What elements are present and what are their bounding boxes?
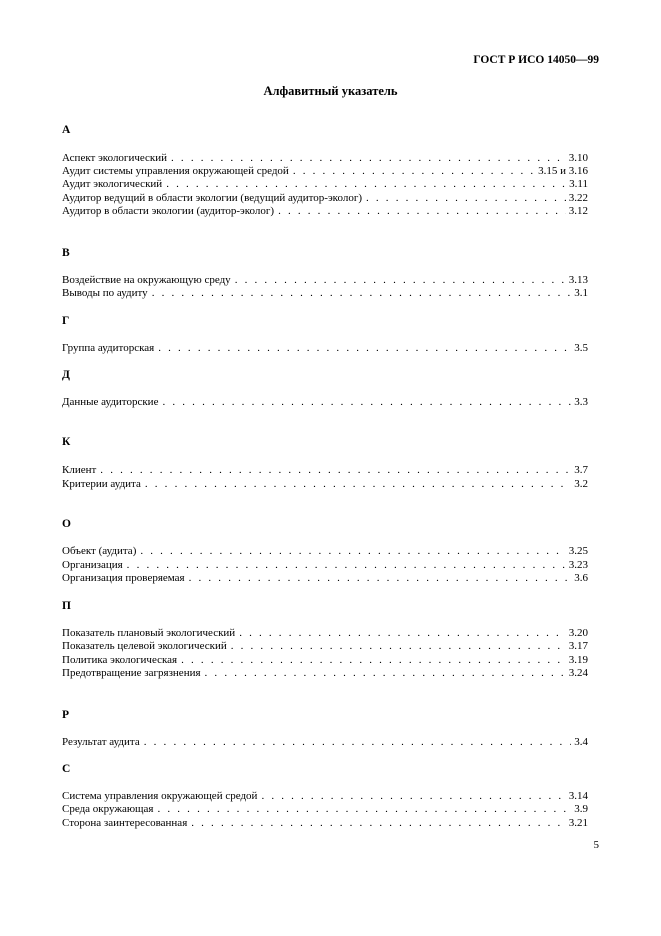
index-entry (62, 654, 588, 667)
leader-dots (145, 478, 571, 491)
entry-term: Политика экологическая (62, 654, 178, 666)
section-letter: С (62, 763, 71, 775)
entry-ref: 3.5 (574, 342, 588, 354)
index-entry (62, 478, 588, 491)
entry-ref: 3.4 (574, 736, 588, 748)
document-header: ГОСТ Р ИСО 14050—99 (473, 54, 599, 66)
entry-term: Группа аудиторская (62, 342, 155, 354)
entry-ref: 3.11 (569, 178, 588, 190)
entry-term: Предотвращение загрязнения (62, 667, 201, 679)
leader-dots (231, 640, 566, 653)
entry-ref: 3.13 (568, 274, 588, 286)
leader-dots (140, 545, 565, 558)
leader-dots (144, 736, 572, 749)
index-entry (62, 559, 588, 572)
leader-dots (261, 790, 565, 803)
page-title: Алфавитный указатель (263, 84, 398, 98)
index-entry (62, 165, 588, 178)
entry-term: Аудит системы управления окружающей средой (62, 165, 289, 177)
leader-dots (158, 342, 571, 355)
leader-dots (152, 287, 572, 300)
entry-term: Аудит экологический (62, 178, 163, 190)
entry-term: Данные аудиторские (62, 396, 159, 408)
entry-term: Воздействие на окружающую среду (62, 274, 231, 286)
leader-dots (278, 205, 566, 218)
entry-term: Объект (аудита) (62, 545, 137, 557)
index-entry (62, 736, 588, 749)
index-entry (62, 192, 588, 205)
entry-ref: 3.25 (568, 545, 588, 557)
index-entry (62, 287, 588, 300)
leader-dots (189, 572, 572, 585)
index-entry (62, 342, 588, 355)
entry-term: Организация проверяемая (62, 572, 185, 584)
leader-dots (293, 165, 535, 178)
page-number: 5 (593, 839, 599, 851)
index-entry (62, 545, 588, 558)
leader-dots (127, 559, 566, 572)
index-entry (62, 572, 588, 585)
entry-term: Система управления окружающей средой (62, 790, 258, 802)
leader-dots (191, 817, 566, 830)
section-letter: А (62, 124, 71, 136)
entry-term: Показатель плановый экологический (62, 627, 236, 639)
entry-ref: 3.7 (574, 464, 588, 476)
leader-dots (166, 178, 566, 191)
entry-term: Клиент (62, 464, 97, 476)
entry-ref: 3.19 (568, 654, 588, 666)
entry-ref: 3.21 (568, 817, 588, 829)
entry-ref: 3.15 и 3.16 (538, 165, 588, 177)
entry-ref: 3.24 (568, 667, 588, 679)
index-entry (62, 396, 588, 409)
section-letter: Д (62, 369, 70, 381)
entry-ref: 3.6 (574, 572, 588, 584)
entry-term: Аспект экологический (62, 152, 168, 164)
leader-dots (157, 803, 571, 816)
leader-dots (235, 274, 566, 287)
leader-dots (162, 396, 571, 409)
index-entry (62, 640, 588, 653)
entry-term: Критерии аудита (62, 478, 141, 490)
entry-ref: 3.22 (568, 192, 588, 204)
entry-ref: 3.10 (568, 152, 588, 164)
leader-dots (366, 192, 566, 205)
leader-dots (205, 667, 566, 680)
section-letter: К (62, 436, 71, 448)
entry-ref: 3.17 (568, 640, 588, 652)
index-entry (62, 152, 588, 165)
entry-term: Результат аудита (62, 736, 140, 748)
leader-dots (239, 627, 566, 640)
leader-dots (171, 152, 566, 165)
index-entry (62, 178, 588, 191)
index-entry (62, 274, 588, 287)
index-entry (62, 790, 588, 803)
leader-dots (181, 654, 566, 667)
entry-ref: 3.14 (568, 790, 588, 802)
section-letter: П (62, 600, 71, 612)
entry-term: Аудитор ведущий в области экологии (ведущий аудитор-эколог) (62, 192, 362, 204)
section-letter: Р (62, 709, 70, 721)
section-letter: Г (62, 315, 70, 327)
entry-ref: 3.3 (574, 396, 588, 408)
index-entry (62, 464, 588, 477)
index-entry (62, 817, 588, 830)
entry-term: Организация (62, 559, 123, 571)
entry-ref: 3.20 (568, 627, 588, 639)
index-entry (62, 803, 588, 816)
entry-term: Выводы по аудиту (62, 287, 148, 299)
entry-term: Среда окружающая (62, 803, 154, 815)
index-entry (62, 627, 588, 640)
entry-ref: 3.23 (568, 559, 588, 571)
index-entry (62, 205, 588, 218)
entry-ref: 3.2 (574, 478, 588, 490)
entry-term: Сторона заинтересованная (62, 817, 188, 829)
leader-dots (100, 464, 571, 477)
entry-ref: 3.12 (568, 205, 588, 217)
entry-ref: 3.9 (574, 803, 588, 815)
entry-term: Показатель целевой экологический (62, 640, 227, 652)
section-letter: В (62, 247, 70, 259)
entry-term: Аудитор в области экологии (аудитор-эколог) (62, 205, 275, 217)
index-entry (62, 667, 588, 680)
section-letter: О (62, 518, 71, 530)
entry-ref: 3.1 (574, 287, 588, 299)
